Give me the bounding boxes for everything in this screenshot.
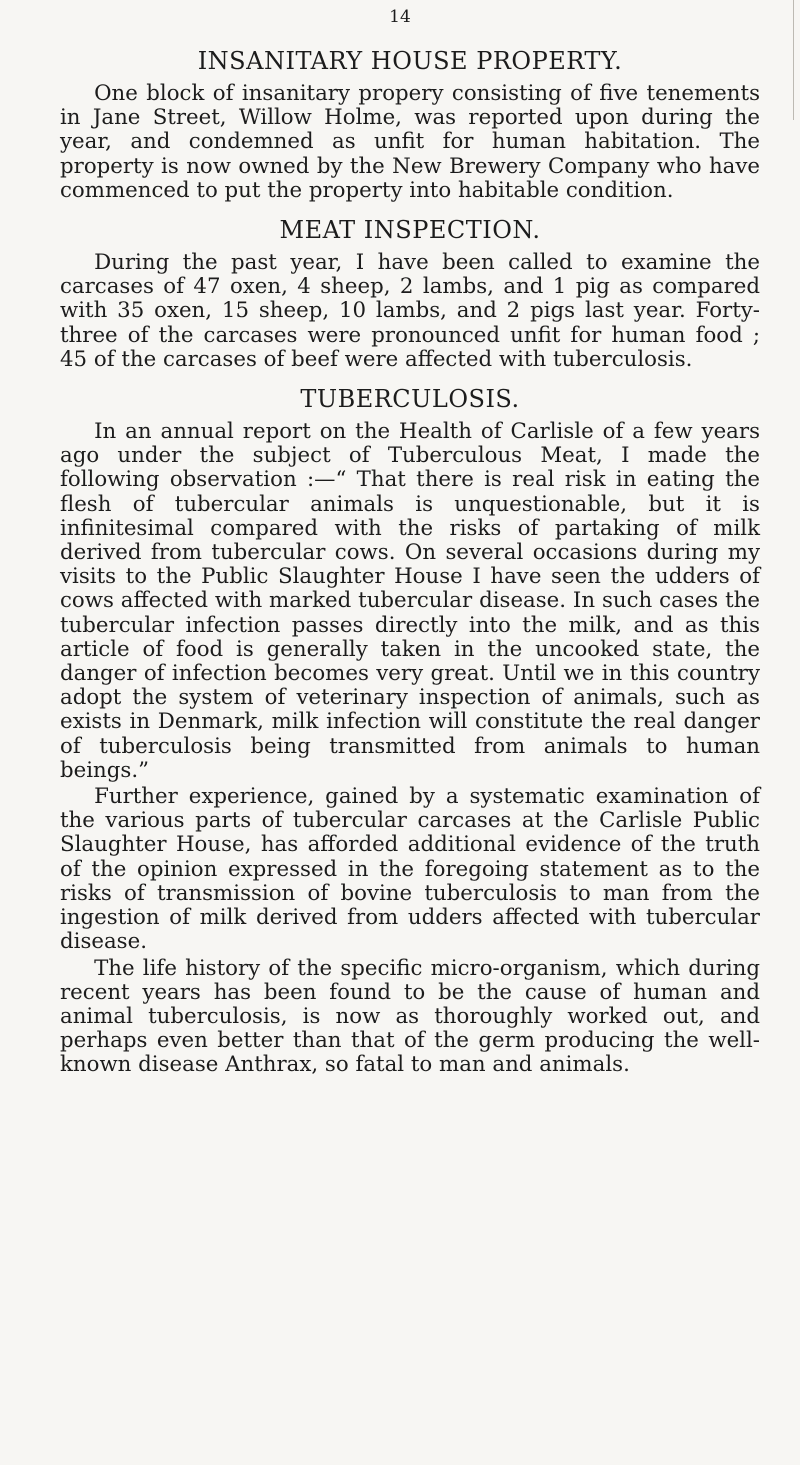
section-heading: INSANITARY HOUSE PROPERTY. <box>197 47 623 75</box>
paragraph: During the past year, I have been called to examine the carcases of 47 oxen, 4 sheep, 2 lambs, and 1 pig as compared with 35 oxen, 15 sheep, 10 lambs, and 2 pigs last year. Forty-three of the carcases were pronounced unfit for human food ; 45 of the carcases of beef were affected with tuberculosis. <box>60 250 760 372</box>
paragraph: The life history of the specific micro-organism, which during recent years has been found to be the cause of human and animal tuberculosis, is now as thoroughly worked out, and perhaps even better than that of the germ producing the well-known disease Anthrax, so fatal to man and animals. <box>60 955 760 1078</box>
section-heading: MEAT INSPECTION. <box>279 216 541 245</box>
section-tuberculosis <box>60 382 760 1077</box>
section-heading: TUBERCULOSIS. <box>300 385 520 414</box>
section-meat-inspection <box>60 213 760 372</box>
paragraph: One block of insanitary propery consisting of five tenements in Jane Street, Willow Holme, was reported upon during the year, and condemned as unfit for human habitation. The property is now owned by the New Brewery Company who have commenced to put the property into habitable condition. <box>60 81 760 203</box>
section-insanitary-house-property <box>60 44 760 203</box>
paragraph: In an annual report on the Health of Carlisle of a few years ago under the subject of Tuberculous Meat, I made the following observation :—“ That there is real risk in eating the flesh of tubercular animals is unquestionable, but it is infinitesimal compared with the risks of partaking of milk derived from tubercular cows. On several occasions during my visits to the Public Slaughter House I have seen the udders of cows affected with marked tubercular disease. In such cases the tubercular infection passes directly into the milk, and as this article of food is generally taken in the uncooked state, the danger of infection becomes very great. Until we in this country adopt the system of veterinary inspection of animals, such as exists in Denmark, milk infection will constitute the real danger of tuberculosis being transmitted from animals to human beings.” <box>60 419 760 783</box>
page-number: 14 <box>389 7 411 27</box>
page-content <box>60 44 760 1088</box>
paragraph: Further experience, gained by a systematic examination of the various parts of tubercular carcases at the Carlisle Public Slaughter House, has afforded additional evidence of the truth of the opinion expressed in the foregoing statement as to the risks of transmission of bovine tuberculosis to man from the ingestion of milk derived from udders affected with tubercular disease. <box>60 784 760 955</box>
